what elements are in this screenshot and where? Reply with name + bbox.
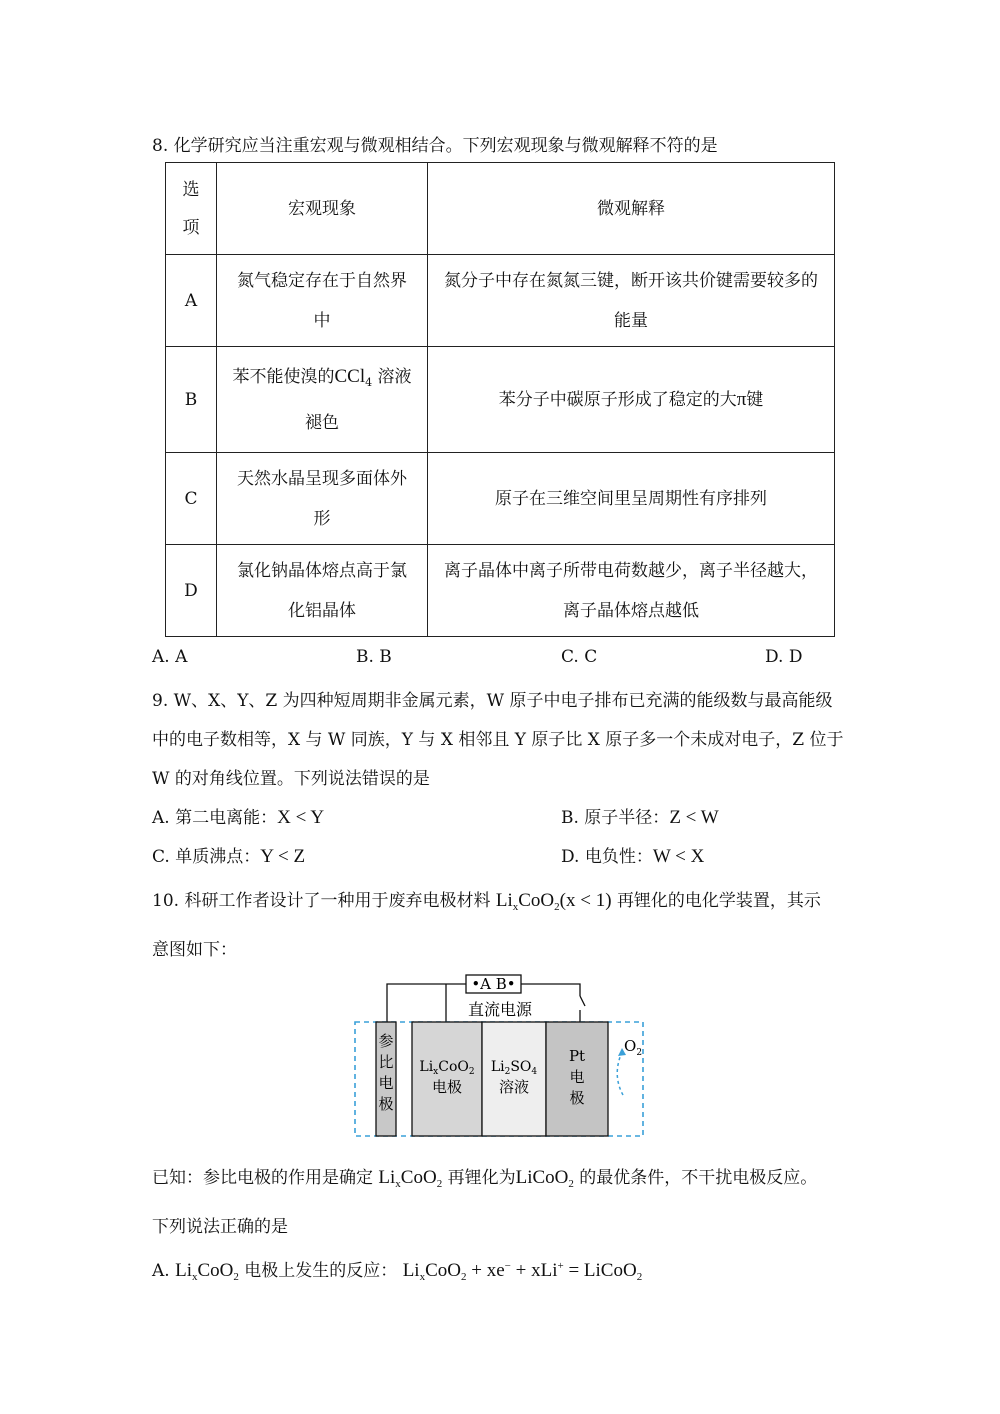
row-c-micro: 原子在三维空间里呈周期性有序排列: [428, 453, 835, 545]
ref-electrode-char2: 比: [378, 1053, 394, 1071]
header-option: [166, 163, 217, 255]
q8-stem: 8. 化学研究应当注重宏观与微观相结合。下列宏观现象与微观解释不符的是: [152, 136, 718, 156]
q9-option-c[interactable]: [152, 842, 305, 868]
table-row: [166, 347, 835, 453]
q9-option-b[interactable]: [561, 803, 719, 829]
q8-choice-b[interactable]: B. B: [356, 647, 392, 667]
row-d-option: D: [166, 545, 217, 637]
o2-label: $O_2$: [624, 1037, 643, 1058]
row-b-micro-post: 键: [746, 389, 764, 410]
row-c-macro-line1: 天然水晶呈现多面体外: [237, 468, 407, 489]
electrochemical-cell-diagram: [350, 970, 650, 1145]
q8-choice-c[interactable]: C. C: [561, 647, 598, 667]
lixcoo2-electrode-label: 电极: [431, 1078, 463, 1096]
q9-option-d-expr: W < X: [652, 846, 705, 867]
row-a-macro: [217, 255, 428, 347]
row-b-macro-line1: [223, 357, 421, 403]
row-d-macro-line1: 氯化钠晶体熔点高于氯: [237, 560, 407, 581]
wire-ref-electrode: [387, 984, 466, 1022]
q8-choice-a[interactable]: A. A: [152, 647, 188, 667]
q10-stem-post: 再锂化的电化学装置，其示: [616, 891, 821, 911]
q9-stem-line2: 中的电子数相等，X 与 W 同族，Y 与 X 相邻且 Y 原子比 X 原子多一个未成对电子，Z 位于: [152, 730, 844, 750]
licoo2-formula: LiCoO$_2$: [515, 1167, 574, 1190]
header-option-line1: 选: [182, 179, 200, 200]
pt-electrode-char2: 极: [569, 1089, 585, 1107]
q8-choice-d[interactable]: D. D: [765, 647, 803, 667]
row-d-micro-line1: 离子晶体中离子所带电荷数越少，离子半径越大，: [444, 560, 818, 581]
row-b-macro: [217, 347, 428, 453]
row-a-macro-line1: 氮气稳定存在于自然界: [237, 270, 407, 291]
q9-option-a-expr: X < Y: [277, 807, 325, 828]
row-a-option: A: [166, 255, 217, 347]
ccl4-formula: CCl: [334, 365, 366, 387]
q9-option-c-expr: Y < Z: [260, 846, 306, 867]
q10-known-post: 的最优条件，不干扰电极反应。: [579, 1168, 818, 1188]
row-c-macro: [217, 453, 428, 545]
row-d-macro: [217, 545, 428, 637]
ref-electrode-char3: 电: [378, 1074, 394, 1092]
row-b-macro-pre: 苯不能使溴的: [232, 366, 335, 387]
ccl4-subscript: 4: [365, 375, 373, 389]
power-source-label: 直流电源: [467, 1000, 533, 1019]
row-b-micro: [428, 347, 835, 453]
row-a-macro-line2: 中: [313, 310, 331, 331]
q10-option-a[interactable]: [152, 1256, 642, 1283]
row-b-macro-post: 溶液: [377, 366, 412, 387]
q9-option-a[interactable]: [152, 803, 324, 829]
row-b-option: B: [166, 347, 217, 453]
table-row: [166, 453, 835, 545]
lixcoo2-formula: $Li_xCoO_2$: [378, 1167, 443, 1190]
row-c-option: C: [166, 453, 217, 545]
li2so4-formula: $Li_2SO_4$: [490, 1059, 538, 1077]
ab-terminals-label: •A B•: [471, 975, 516, 993]
table-row: [166, 545, 835, 637]
pt-label: Pt: [568, 1047, 586, 1065]
row-d-micro: [428, 545, 835, 637]
table-header-row: [166, 163, 835, 255]
q9-option-b-label: B. 原子半径：: [561, 808, 670, 828]
ref-electrode-char1: 参: [378, 1032, 394, 1050]
q10-known: [152, 1163, 817, 1190]
q10-option-a-label: A.: [152, 1261, 170, 1281]
wire-pt-electrode: [521, 984, 580, 996]
q10-stem-line2: 意图如下：: [152, 940, 237, 960]
ref-electrode-char4: 极: [378, 1095, 394, 1113]
o2-bubble-arrow: [617, 1052, 623, 1095]
row-d-macro-line2: 化铝晶体: [288, 600, 356, 621]
row-a-micro: [428, 255, 835, 347]
row-c-macro-line2: 形: [313, 508, 331, 529]
q9-stem-line3: W 的对角线位置。下列说法错误的是: [152, 769, 430, 789]
q10-stem-pre: 10. 科研工作者设计了一种用于废弃电极材料: [152, 891, 491, 911]
lixcoo2-electrode-formula: $Li_xCoO_2$: [419, 1059, 475, 1077]
header-option-line2: 项: [182, 217, 200, 238]
q10-known-pre: 已知：参比电极的作用是确定: [152, 1168, 373, 1188]
row-a-micro-line1: 氮分子中存在氮氮三键，断开该共价键需要较多的: [444, 270, 818, 291]
table-row: [166, 255, 835, 347]
q10-option-a-mid: 电极上发生的反应：: [244, 1261, 398, 1281]
header-macro: 宏观现象: [217, 163, 428, 255]
lixcoo2-formula: $Li_xCoO_2(x < 1)$: [495, 890, 612, 913]
row-d-micro-line2: 离子晶体熔点越低: [563, 600, 699, 621]
q9-option-b-expr: Z < W: [669, 807, 719, 828]
q10-ask: 下列说法正确的是: [152, 1217, 288, 1237]
pt-electrode-char1: 电: [569, 1068, 585, 1086]
q9-option-c-label: C. 单质沸点：: [152, 847, 261, 867]
q9-option-d-label: D. 电负性：: [561, 847, 653, 867]
pi-symbol: π: [736, 388, 747, 410]
row-a-micro-line2: 能量: [614, 310, 648, 331]
q10-stem-line1: [152, 886, 821, 913]
row-b-macro-line2: 褪色: [305, 412, 339, 433]
switch: [580, 996, 585, 1006]
q10-known-mid: 再锂化为: [447, 1168, 516, 1188]
half-reaction-equation: $Li_xCoO_2 + xe^- + xLi^+$ = LiCoO$_2$: [402, 1260, 643, 1283]
lixcoo2-formula: $Li_xCoO_2$: [175, 1260, 239, 1283]
header-micro: 微观解释: [428, 163, 835, 255]
q9-option-a-label: A. 第二电离能：: [152, 808, 278, 828]
q9-stem-line1: 9. W、X、Y、Z 为四种短周期非金属元素，W 原子中电子排布已充满的能级数与最高能级: [152, 691, 833, 711]
q8-table: [165, 162, 835, 637]
q9-option-d[interactable]: [561, 842, 704, 868]
li2so4-solution-label: 溶液: [498, 1078, 530, 1096]
row-b-micro-pre: 苯分子中碳原子形成了稳定的大: [498, 389, 737, 410]
